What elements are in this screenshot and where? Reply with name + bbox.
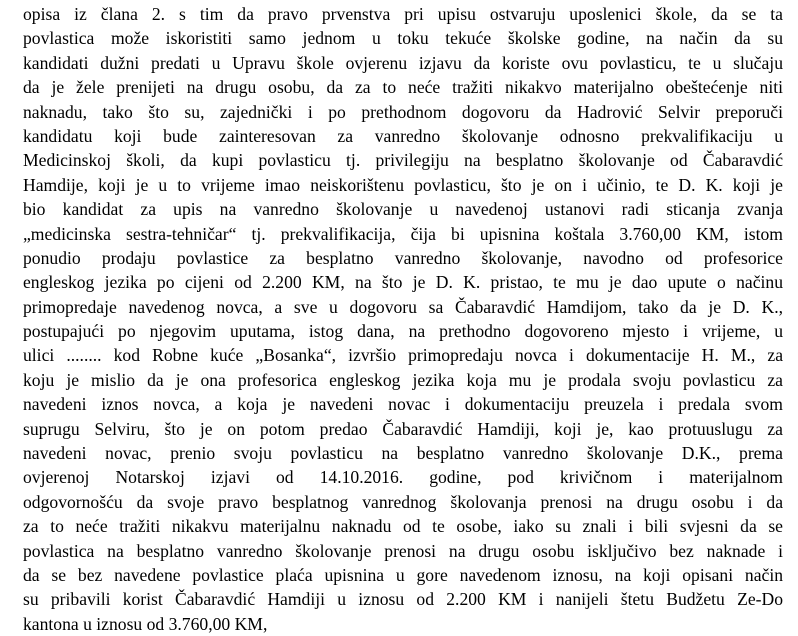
text-line: povlastica na besplatno vanredno školovanje prenosi na drugu osobu isključivo bez naknade i — [23, 540, 783, 561]
text-line: Hamdije, koji je u to vrijeme imao neiskorištenu povlasticu, što je on i učinio, te D. K. koji je — [23, 174, 783, 195]
text-line: ponudio prodaju povlastice za besplatno vanredno školovanje, navodno od profesorice — [23, 247, 783, 268]
text-line: odgovornošću da svoje pravo besplatnog vanrednog školovanja prenosi na drugu osobu i da — [23, 491, 783, 512]
text-line: postupajući po njegovim uputama, istog dana, na prethodno dogovoreno mjesto i vrijeme, u — [23, 321, 783, 342]
text-line: povlastica može iskoristiti samo jednom u toku tekuće školske godine, na način da su — [23, 28, 783, 49]
text-line: naknadu, tako što su, zajednički i po prethodnom dogovoru da Hadrović Selvir preporuči — [23, 101, 783, 122]
text-line: suprugu Selviru, što je on potom predao Čabaravdić Hamdiji, koji je, kao protuuslugu za — [23, 418, 783, 439]
text-line: koju je mislio da je ona profesorica engleskog jezika koja mu je prodala svoju povlasticu za — [23, 369, 783, 390]
text-line: kandidati dužni predati u Upravu škole ovjerenu izjavu da koriste ovu povlasticu, te u slučaju — [23, 52, 783, 73]
text-line: opisa iz člana 2. s tim da pravo prvenstva pri upisu ostvaruju uposlenici škole, da se ta — [23, 4, 783, 24]
text-line: „medicinska sestra-tehničar“ tj. prekvalifikacija, čija bi upisnina koštala 3.760,00 KM, istom — [23, 223, 783, 244]
text-line-last: kantona u iznosu od 3.760,00 KM, — [23, 613, 268, 634]
text-line: kandidatu koji bude zainteresovan za vanredno školovanje odnosno prekvalifikaciju u — [23, 125, 783, 146]
text-line: navedeni iznos novca, a koja je navedeni novac i dokumentaciju preuzela i predala svom — [23, 394, 783, 415]
text-line: za to neće tražiti nikakvu materijalnu naknadu od te osobe, iako su znali i bili svjesni da se — [23, 516, 783, 537]
text-line: su pribavili korist Čabaravdić Hamdiji u iznosu od 2.200 KM i nanijeli štetu Budžetu Ze-Do — [23, 589, 783, 610]
text-line: da se bez navedene povlastice plaća upisnina u gore navedenom iznosu, na koji opisani način — [23, 564, 783, 585]
text-line: da je žele prenijeti na drugu osobu, da za to neće tražiti nikakvo materijalno obeštećenje niti — [23, 77, 783, 98]
text-line: engleskog jezika po cijeni od 2.200 KM, na što je D. K. pristao, te mu je dao upute o načinu — [23, 272, 783, 293]
text-line: ovjerenoj Notarskoj izjavi od 14.10.2016. godine, pod krivičnom i materijalnom — [23, 467, 783, 488]
text-line: navedeni novac, prenio svoju povlasticu na besplatno vanredno školovanje D.K., prema — [23, 443, 783, 464]
document-page — [23, 2, 783, 636]
text-line: bio kandidat za upis na vanredno školovanje u navedenoj ustanovi radi sticanja zvanja — [23, 199, 783, 220]
text-line: ulici ........ kod Robne kuće „Bosanka“, izvršio primopredaju novca i dokumentacije H. M., za — [23, 345, 783, 366]
text-line: primopredaje navedenog novca, a sve u dogovoru sa Čabaravdić Hamdijom, tako da je D. K., — [23, 296, 783, 317]
text-line: Medicinskoj školi, da kupi povlasticu tj. privilegiju na besplatno školovanje od Čabaravdić — [23, 150, 783, 171]
